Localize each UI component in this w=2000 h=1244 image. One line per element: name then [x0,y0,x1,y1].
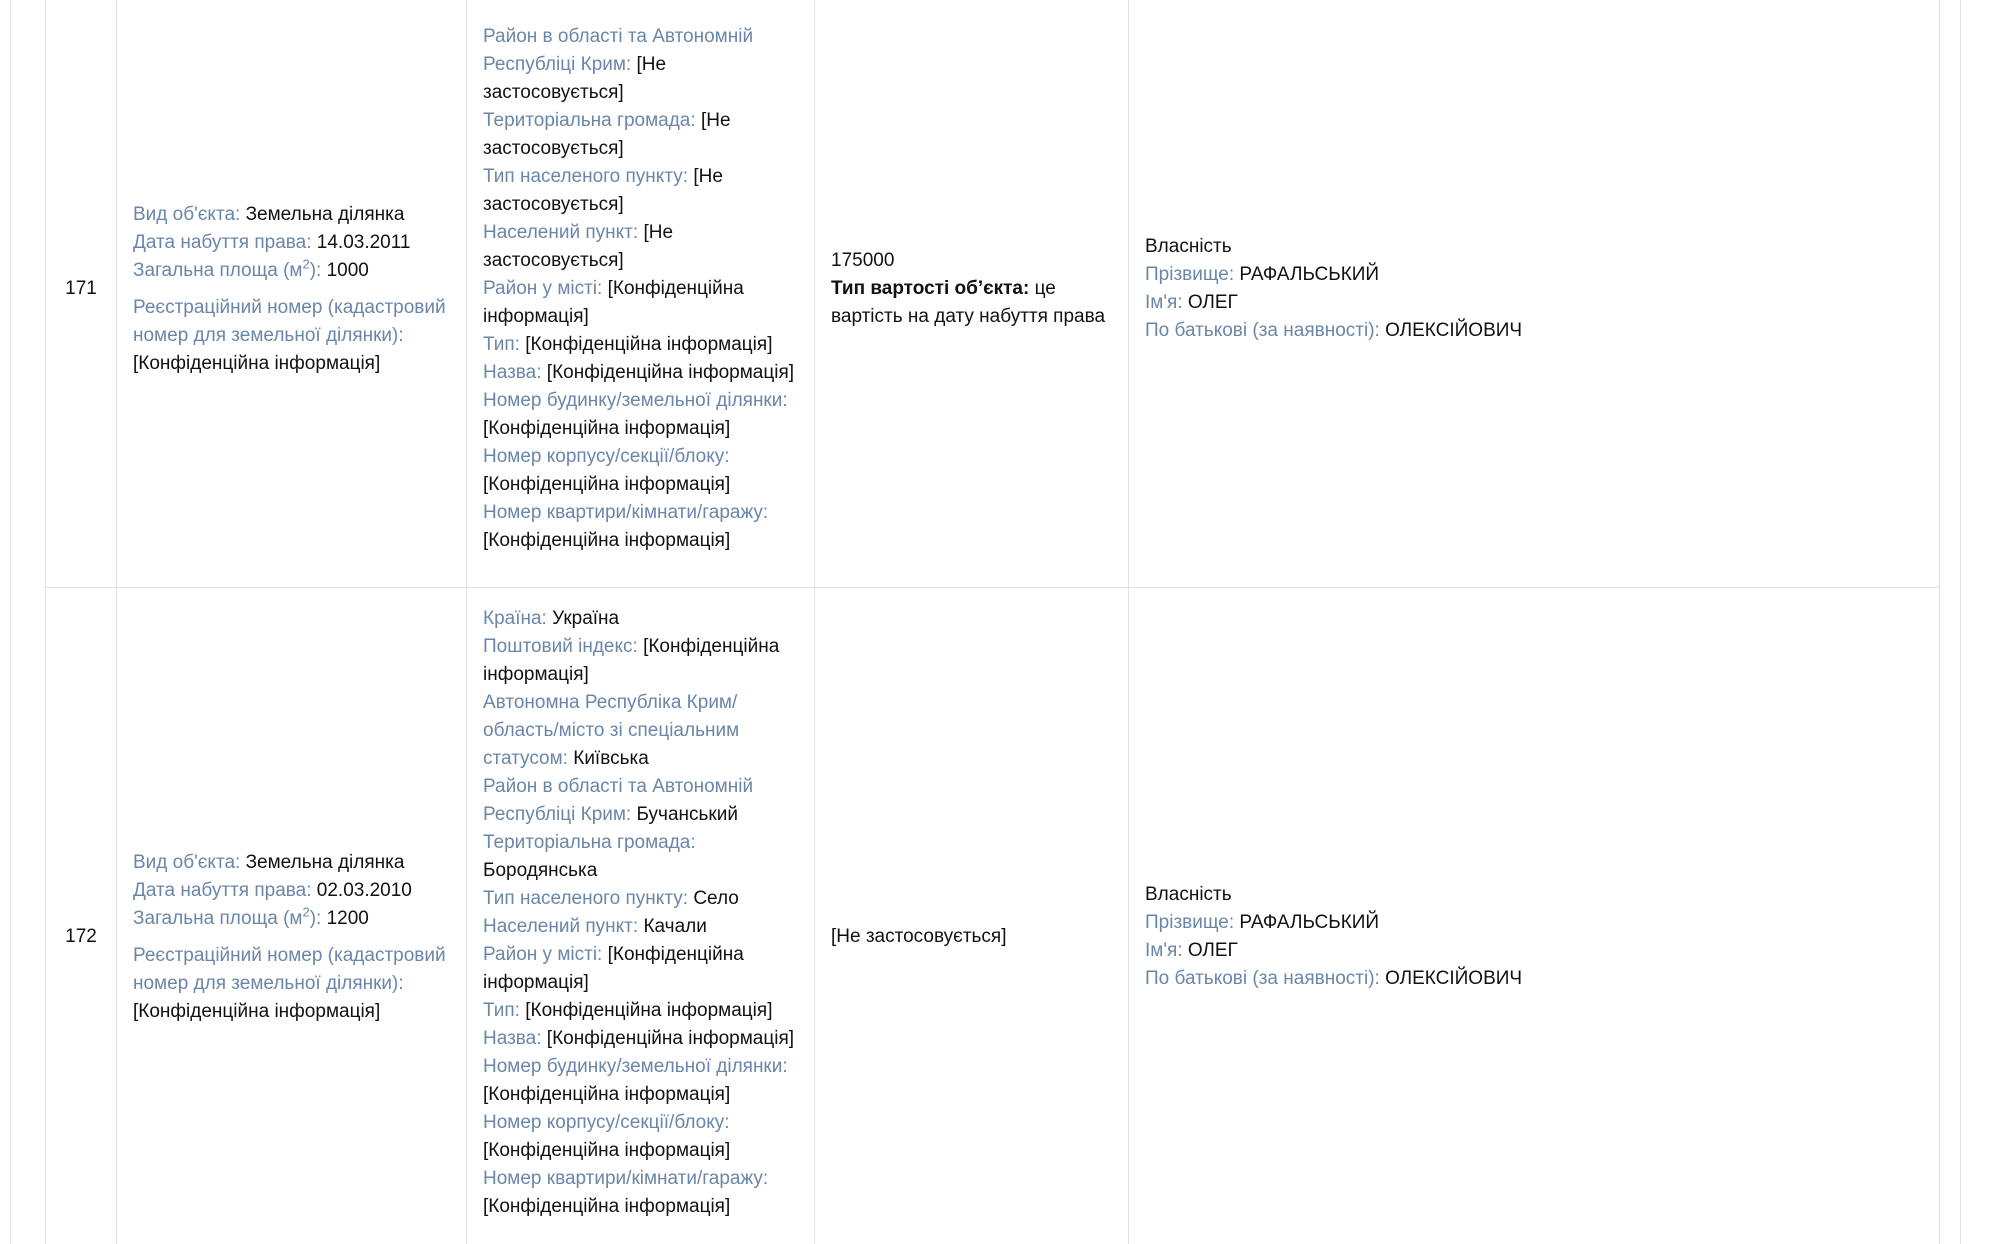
property-table [45,0,1940,1244]
owner-cell [1129,587,1940,1244]
address-street-name: Назва: [Конфіденційна інформація] [483,362,795,384]
table-row [46,0,1940,587]
registration-number-label: Реєстраційний номер (кадастровий номер для земельної ділянки): [133,944,446,994]
address-district-region: Район в області та Автономній Республіці Крим: Бучанський [483,775,754,825]
page-border-right [1960,0,1961,1244]
owner-surname: Прізвище: РАФАЛЬСЬКИЙ [1145,912,1380,933]
address-settlement-type: Тип населеного пункту: Село [483,887,739,909]
address-country: Країна: Україна [483,607,620,629]
cost-value: 175000 [831,250,895,272]
address-building: Номер корпусу/секції/блоку: [Конфіденційна інформація] [483,1111,731,1161]
total-area: Загальна площа $(м^2)$: 1200 [133,904,369,929]
address-community: Територіальна громада: Бородянська [483,831,696,881]
address-apartment: Номер квартири/кімнати/гаражу: [Конфіденційна інформація] [483,1167,769,1217]
object-cell [117,587,467,1244]
address-house: Номер будинку/земельної ділянки: [Конфіденційна інформація] [483,1055,788,1105]
acquisition-date: Дата набуття права: 02.03.2010 [133,879,412,901]
address-city-district: Район у місті: [Конфіденційна інформація] [483,943,744,993]
address-building: Номер корпусу/секції/блоку: [Конфіденційна інформація] [483,446,731,496]
page-border-left [10,0,11,1244]
object-type: Вид об'єкта: Земельна ділянка [133,203,405,225]
address-cell [467,587,815,1244]
address-settlement-type: Тип населеного пункту: [Не застосовується] [483,166,723,216]
address-community: Територіальна громада: [Не застосовується] [483,110,731,160]
row-number: 172 [46,587,117,1244]
right-type: Власність [1145,884,1232,905]
address-city-district: Район у місті: [Конфіденційна інформація] [483,278,744,328]
address-district-region: Район в області та Автономній Республіці Крим: [Не застосовується] [483,26,754,104]
object-type: Вид об'єкта: Земельна ділянка [133,851,405,873]
address-region: Автономна Республіка Крим/ область/місто зі спеціальним статусом: Київська [483,691,740,769]
owner-patronymic: По батькові (за наявності): ОЛЕКСІЙОВИЧ [1145,320,1523,342]
address-cell [467,0,815,587]
address-street-type: Тип: [Конфіденційна інформація] [483,334,773,356]
cost-type: Тип вартості об’єкта: це вартість на дату набуття права [831,278,1106,328]
cost-cell [815,587,1129,1244]
acquisition-date: Дата набуття права: 14.03.2011 [133,231,411,253]
total-area: Загальна площа $(м^2)$: 1000 [133,256,369,281]
address-postal-code: Поштовий індекс: [Конфіденційна інформація] [483,635,780,685]
address-street-type: Тип: [Конфіденційна інформація] [483,999,773,1021]
registration-number-value: [Конфіденційна інформація] [133,352,381,374]
registration-number-value: [Конфіденційна інформація] [133,1000,381,1022]
owner-cell [1129,0,1940,587]
cost-value: [Не застосовується] [831,926,1007,947]
owner-patronymic: По батькові (за наявності): ОЛЕКСІЙОВИЧ [1145,968,1523,989]
right-type: Власність [1145,236,1232,258]
table-row [46,587,1940,1244]
owner-name: Ім'я: ОЛЕГ [1145,940,1238,961]
owner-name: Ім'я: ОЛЕГ [1145,292,1238,314]
object-cell [117,0,467,587]
address-street-name: Назва: [Конфіденційна інформація] [483,1027,795,1049]
row-number: 171 [46,0,117,587]
owner-surname: Прізвище: РАФАЛЬСЬКИЙ [1145,264,1380,286]
address-house: Номер будинку/земельної ділянки: [Конфіденційна інформація] [483,390,788,440]
cost-cell [815,0,1129,587]
registration-number-label: Реєстраційний номер (кадастровий номер для земельної ділянки): [133,296,446,346]
address-settlement: Населений пункт: Качали [483,915,707,937]
address-settlement: Населений пункт: [Не застосовується] [483,222,674,272]
address-apartment: Номер квартири/кімнати/гаражу: [Конфіденційна інформація] [483,502,769,552]
